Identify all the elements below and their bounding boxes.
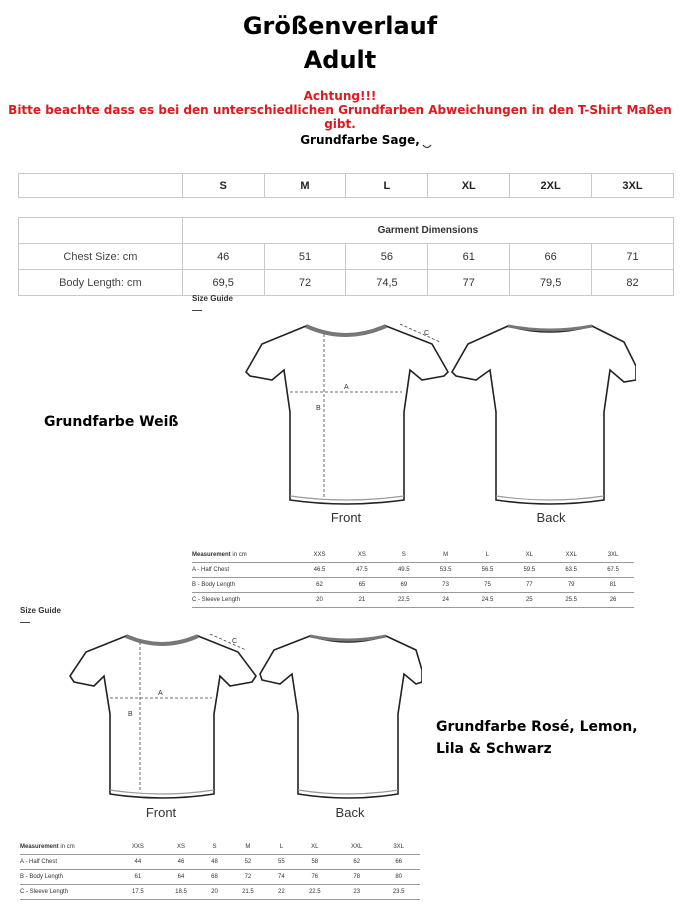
front-shirt-illustration <box>68 630 258 802</box>
cell-value: 22.5 <box>383 592 425 607</box>
cell-value: 46.5 <box>298 562 341 577</box>
table-row <box>20 884 420 899</box>
sage-dimensions-table <box>18 217 674 296</box>
size-header-cell: S <box>182 174 264 198</box>
weiss-label: Grundfarbe Weiß <box>44 414 179 430</box>
size-header-cell: 3XL <box>592 174 674 198</box>
cell-value: 22.5 <box>294 884 337 899</box>
cell-value: 68 <box>202 869 226 884</box>
weiss-measurement-table <box>192 548 634 608</box>
size-header-cell: M <box>227 840 270 854</box>
back-shirt-illustration <box>258 630 422 802</box>
cell-value: 67.5 <box>592 562 634 577</box>
cell-value: 18.5 <box>160 884 203 899</box>
cell-value: 59.5 <box>508 562 550 577</box>
row-label: C - Sleeve Length <box>20 884 116 899</box>
rose-measurement-table <box>20 840 420 900</box>
cell-value: 44 <box>116 854 160 869</box>
cell-value: 21 <box>341 592 383 607</box>
row-label: A - Half Chest <box>20 854 116 869</box>
rose-label-line2: Lila & Schwarz <box>436 741 552 757</box>
cell-value: 63.5 <box>550 562 592 577</box>
cell-value: 62 <box>298 577 341 592</box>
cell-value: 58 <box>294 854 337 869</box>
cell-value: 22 <box>269 884 293 899</box>
size-header-cell: L <box>346 174 428 198</box>
size-header-cell: M <box>264 174 346 198</box>
marker-c: C <box>232 638 238 645</box>
cell-value: 77 <box>508 577 550 592</box>
size-header-cell: XL <box>508 548 550 562</box>
cell-value: 75 <box>467 577 509 592</box>
row-label: B - Body Length <box>20 869 116 884</box>
size-header-cell: XL <box>428 174 510 198</box>
measurement-header: Measurement in cm <box>20 840 116 854</box>
cell-value: 77 <box>428 270 510 296</box>
size-header-cell: XS <box>160 840 203 854</box>
warning-heading: Achtung!!! <box>303 89 377 103</box>
table-row <box>20 869 420 884</box>
cell-value: 73 <box>425 577 467 592</box>
empty-header-cell <box>19 174 183 198</box>
back-label: Back <box>536 510 566 525</box>
cell-value: 82 <box>592 270 674 296</box>
size-guide-rule <box>20 622 30 623</box>
size-header-cell: 2XL <box>510 174 592 198</box>
cell-value: 21.5 <box>227 884 270 899</box>
cell-value: 23 <box>336 884 377 899</box>
row-label: Body Length: cm <box>19 270 183 296</box>
cell-value: 23.5 <box>377 884 420 899</box>
rose-label <box>436 716 638 760</box>
cell-value: 79 <box>550 577 592 592</box>
cell-value: 72 <box>227 869 270 884</box>
size-header-cell: XL <box>294 840 337 854</box>
size-header-cell: XXL <box>336 840 377 854</box>
front-shirt-illustration <box>244 320 450 510</box>
table-row <box>19 244 674 270</box>
marker-a: A <box>158 690 163 697</box>
front-label: Front <box>145 805 177 820</box>
section-title: Garment Dimensions <box>182 218 673 244</box>
cell-value: 55 <box>269 854 293 869</box>
marker-c: C <box>424 330 430 337</box>
cell-value: 20 <box>298 592 341 607</box>
cell-value: 66 <box>377 854 420 869</box>
cell-value: 26 <box>592 592 634 607</box>
cell-value: 25.5 <box>550 592 592 607</box>
cell-value: 46 <box>160 854 203 869</box>
cell-value: 74,5 <box>346 270 428 296</box>
cell-value: 72 <box>264 270 346 296</box>
cell-value: 52 <box>227 854 270 869</box>
cell-value: 71 <box>592 244 674 270</box>
size-header-cell: S <box>383 548 425 562</box>
size-header-cell: XXS <box>298 548 341 562</box>
cell-value: 24.5 <box>467 592 509 607</box>
size-header-cell: L <box>467 548 509 562</box>
cell-value: 24 <box>425 592 467 607</box>
cell-value: 61 <box>116 869 160 884</box>
table-row <box>20 854 420 869</box>
sage-size-header <box>18 173 674 198</box>
caret-icon <box>422 143 432 151</box>
cell-value: 17.5 <box>116 884 160 899</box>
size-header-cell: XXS <box>116 840 160 854</box>
cell-value: 25 <box>508 592 550 607</box>
cell-value: 65 <box>341 577 383 592</box>
cell-value: 81 <box>592 577 634 592</box>
cell-value: 62 <box>336 854 377 869</box>
row-label: C - Sleeve Length <box>192 592 298 607</box>
sage-label: Grundfarbe Sage, <box>300 133 420 147</box>
cell-value: 76 <box>294 869 337 884</box>
size-header-cell: 3XL <box>592 548 634 562</box>
measurement-header: Measurement in cm <box>192 548 298 562</box>
cell-value: 56.5 <box>467 562 509 577</box>
table-row <box>192 577 634 592</box>
size-header-cell: L <box>269 840 293 854</box>
table-row <box>19 270 674 296</box>
size-guide-title: Size Guide <box>20 606 61 615</box>
cell-value: 53.5 <box>425 562 467 577</box>
warning-text: Bitte beachte dass es bei den unterschiedlichen Grundfarben Abweichungen in den T-Shirt Maßen gibt. <box>8 103 672 131</box>
marker-a: A <box>344 384 349 391</box>
size-header-cell: XXL <box>550 548 592 562</box>
cell-value: 51 <box>264 244 346 270</box>
cell-value: 69 <box>383 577 425 592</box>
rose-label-line1: Grundfarbe Rosé, Lemon, <box>436 719 638 735</box>
marker-b: B <box>128 711 133 718</box>
cell-value: 48 <box>202 854 226 869</box>
cell-value: 69,5 <box>182 270 264 296</box>
size-header-cell: M <box>425 548 467 562</box>
row-label: A - Half Chest <box>192 562 298 577</box>
table-row <box>192 592 634 607</box>
back-label: Back <box>335 805 365 820</box>
size-header-cell: 3XL <box>377 840 420 854</box>
cell-value: 49.5 <box>383 562 425 577</box>
cell-value: 74 <box>269 869 293 884</box>
table-row <box>192 562 634 577</box>
row-label: B - Body Length <box>192 577 298 592</box>
size-guide-title: Size Guide <box>192 294 233 303</box>
back-shirt-illustration <box>450 320 636 510</box>
size-header-cell: XS <box>341 548 383 562</box>
page-subtitle: Adult <box>303 46 377 74</box>
size-guide-rule <box>192 310 202 311</box>
cell-value: 66 <box>510 244 592 270</box>
cell-value: 61 <box>428 244 510 270</box>
cell-value: 79,5 <box>510 270 592 296</box>
cell-value: 56 <box>346 244 428 270</box>
cell-value: 20 <box>202 884 226 899</box>
page-title: Größenverlauf <box>242 12 438 40</box>
row-label: Chest Size: cm <box>19 244 183 270</box>
cell-value: 78 <box>336 869 377 884</box>
marker-b: B <box>316 405 321 412</box>
empty-cell <box>19 218 183 244</box>
cell-value: 47.5 <box>341 562 383 577</box>
size-header-cell: S <box>202 840 226 854</box>
cell-value: 46 <box>182 244 264 270</box>
cell-value: 64 <box>160 869 203 884</box>
front-label: Front <box>330 510 362 525</box>
cell-value: 80 <box>377 869 420 884</box>
